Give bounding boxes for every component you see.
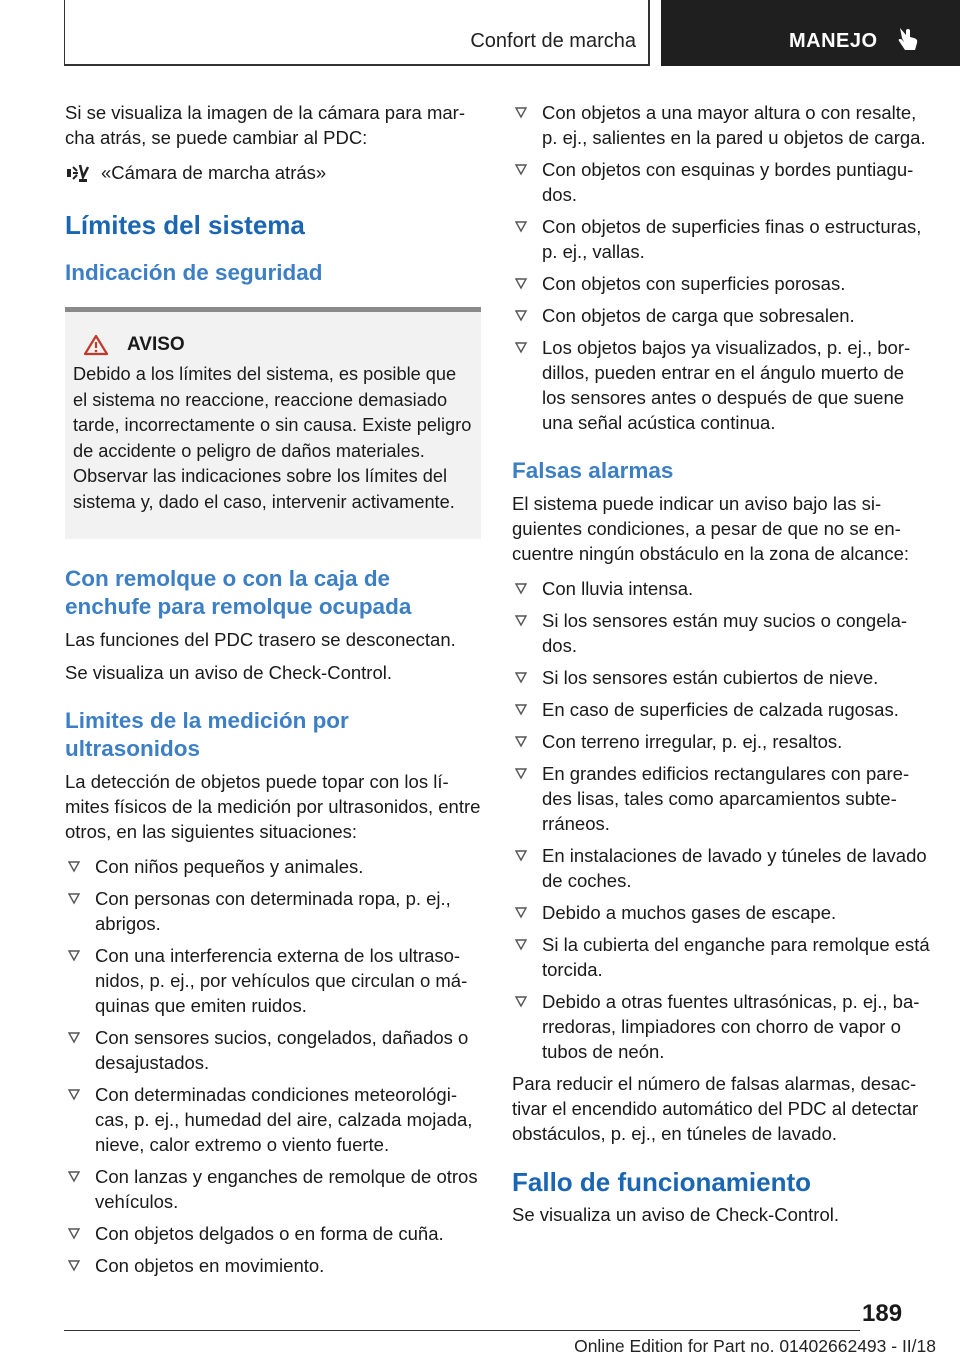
triangle-bullet-icon bbox=[68, 1032, 80, 1044]
triangle-bullet-icon bbox=[515, 278, 527, 290]
list-item: Con objetos delgados o en forma de cuña. bbox=[65, 1221, 481, 1246]
warning-box bbox=[65, 312, 481, 539]
malfunction-paragraph: Se visualiza un aviso de Check-Control. bbox=[512, 1204, 839, 1225]
warning-title-text: AVISO bbox=[127, 334, 185, 355]
list-item: Con objetos de carga que sobresalen. bbox=[512, 303, 930, 328]
heading-system-limits: Límites del sistema bbox=[65, 210, 305, 240]
list-item: En instalaciones de lavado y túneles de lavado de coches. bbox=[512, 843, 930, 893]
warning-text: Debido a los límites del sistema, es posible que el sistema no reaccione, reaccione demasiado tarde, incorrectamente o sin causa. Existe peligro de accidente o peligro de daños materiales. Observar las indicaciones sobre los límites del sistema y, dado el caso, intervenir activamente. bbox=[73, 364, 472, 512]
triangle-bullet-icon bbox=[515, 704, 527, 716]
list-item: Debido a otras fuentes ultrasónicas, p. ej., barredoras, limpiadores con chorro de vapor o tubos de neón. bbox=[512, 989, 930, 1064]
header-bottom-rule bbox=[64, 64, 650, 66]
list-item: Con objetos con esquinas y bordes puntiagudos. bbox=[512, 157, 930, 207]
list-item: Con objetos con superficies porosas. bbox=[512, 271, 930, 296]
limits-list-continued bbox=[512, 100, 930, 435]
list-item: En caso de superficies de calzada rugosas. bbox=[512, 697, 930, 722]
triangle-bullet-icon bbox=[515, 342, 527, 354]
list-item: Si la cubierta del enganche para remolque está torcida. bbox=[512, 932, 930, 982]
list-item: Si los sensores están cubiertos de nieve. bbox=[512, 665, 930, 690]
list-item: Con objetos de superficies finas o estructuras, p. ej., vallas. bbox=[512, 214, 930, 264]
false-alarms-outro: Para reducir el número de falsas alarmas, desactivar el encendido automático del PDC al detectar obstáculos, p. ej., en túneles de lavado. bbox=[512, 1073, 919, 1144]
list-item: Con lanzas y enganches de remolque de otros vehículos. bbox=[65, 1164, 481, 1214]
list-item: En grandes edificios rectangulares con paredes lisas, tales como aparcamientos subterráneos. bbox=[512, 761, 930, 836]
page-number: 189 bbox=[862, 1300, 903, 1327]
intro-paragraph: Si se visualiza la imagen de la cámara para marcha atrás, se puede cambiar al PDC: bbox=[65, 102, 465, 148]
triangle-bullet-icon bbox=[515, 672, 527, 684]
triangle-bullet-icon bbox=[68, 861, 80, 873]
triangle-bullet-icon bbox=[515, 907, 527, 919]
limits-list bbox=[65, 854, 481, 1278]
parking-sensor-icon bbox=[65, 163, 91, 183]
list-item: Si los sensores están muy sucios o congelados. bbox=[512, 608, 930, 658]
camera-label: «Cámara de marcha atrás» bbox=[101, 162, 327, 183]
footer-rule bbox=[64, 1330, 860, 1331]
header-separator bbox=[648, 0, 650, 66]
list-item: Con terreno irregular, p. ej., resaltos. bbox=[512, 729, 930, 754]
header-section-title: Confort de marcha bbox=[470, 30, 636, 52]
camera-line bbox=[65, 160, 481, 185]
warning-title bbox=[73, 334, 473, 356]
list-item: Con personas con determinada ropa, p. ej., abrigos. bbox=[65, 886, 481, 936]
triangle-bullet-icon bbox=[68, 1171, 80, 1183]
list-item: Con una interferencia externa de los ultrasonidos, p. ej., por vehículos que circulan o máquinas que emiten ruidos. bbox=[65, 943, 481, 1018]
trailer-paragraph-2: Se visualiza un aviso de Check-Control. bbox=[65, 662, 392, 683]
header-left-rule bbox=[64, 0, 65, 66]
heading-false-alarms: Falsas alarmas bbox=[512, 458, 674, 483]
header-chapter-tab[interactable] bbox=[661, 0, 960, 66]
header-chapter-label: MANEJO bbox=[789, 30, 878, 52]
triangle-bullet-icon bbox=[515, 615, 527, 627]
list-item: Con objetos a una mayor altura o con resalte, p. ej., salientes en la pared u objetos de carga. bbox=[512, 100, 930, 150]
triangle-bullet-icon bbox=[515, 850, 527, 862]
footer-edition: Online Edition for Part no. 01402662493 - II/18 bbox=[574, 1336, 936, 1356]
triangle-bullet-icon bbox=[515, 107, 527, 119]
triangle-bullet-icon bbox=[515, 310, 527, 322]
heading-trailer: Con remolque o con la caja de enchufe para remolque ocupada bbox=[65, 566, 412, 619]
triangle-bullet-icon bbox=[68, 950, 80, 962]
right-column bbox=[512, 100, 930, 1235]
false-alarms-paragraph: El sistema puede indicar un aviso bajo las siguientes condiciones, a pesar de que no se encuentre ningún obstáculo en la zona de alcance: bbox=[512, 493, 910, 564]
list-item: Con determinadas condiciones meteorológicas, p. ej., humedad del aire, calzada mojada, nieve, calor extremo o viento fuerte. bbox=[65, 1082, 481, 1157]
list-item: Debido a muchos gases de escape. bbox=[512, 900, 930, 925]
heading-malfunction: Fallo de funcionamiento bbox=[512, 1167, 812, 1197]
list-item: Con niños pequeños y animales. bbox=[65, 854, 481, 879]
triangle-bullet-icon bbox=[515, 768, 527, 780]
triangle-bullet-icon bbox=[515, 996, 527, 1008]
triangle-bullet-icon bbox=[515, 583, 527, 595]
triangle-bullet-icon bbox=[68, 1228, 80, 1240]
limits-paragraph: La detección de objetos puede topar con los límites físicos de la medición por ultrasonidos, entre otros, en las siguientes situaciones: bbox=[65, 771, 481, 842]
triangle-bullet-icon bbox=[68, 1089, 80, 1101]
triangle-bullet-icon bbox=[515, 221, 527, 233]
heading-ultrasound-limits: Limites de la medición por ultrasonidos bbox=[65, 708, 349, 761]
heading-safety-note: Indicación de seguridad bbox=[65, 260, 323, 285]
triangle-bullet-icon bbox=[515, 736, 527, 748]
trailer-paragraph-1: Las funciones del PDC trasero se desconectan. bbox=[65, 629, 456, 650]
triangle-bullet-icon bbox=[515, 164, 527, 176]
triangle-bullet-icon bbox=[515, 939, 527, 951]
triangle-bullet-icon bbox=[68, 893, 80, 905]
list-item: Los objetos bajos ya visualizados, p. ej., bordillos, pueden entrar en el ángulo muerto de los sensores antes o después de que suene una señal acústica continua. bbox=[512, 335, 930, 435]
hand-pointer-icon bbox=[897, 26, 919, 52]
list-item: Con sensores sucios, congelados, dañados o desajustados. bbox=[65, 1025, 481, 1075]
false-alarms-list bbox=[512, 576, 930, 1064]
triangle-bullet-icon bbox=[68, 1260, 80, 1272]
list-item: Con lluvia intensa. bbox=[512, 576, 930, 601]
warning-triangle-icon bbox=[83, 334, 109, 356]
left-column bbox=[65, 100, 481, 1285]
list-item: Con objetos en movimiento. bbox=[65, 1253, 481, 1278]
